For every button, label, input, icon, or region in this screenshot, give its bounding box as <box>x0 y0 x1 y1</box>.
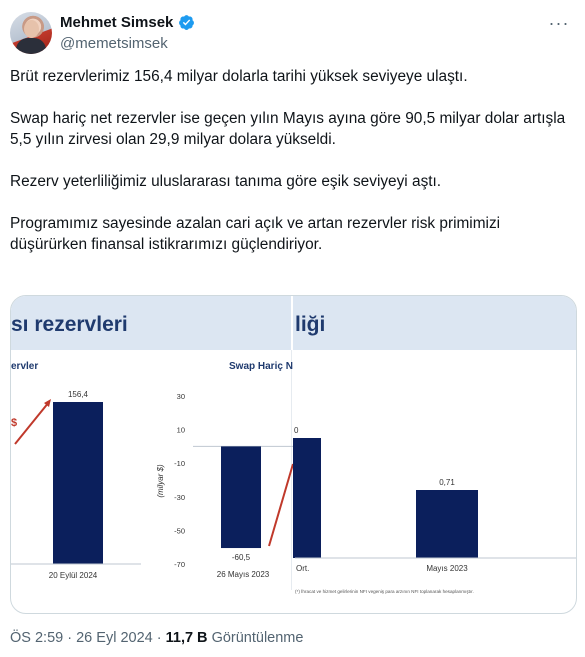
avatar-face <box>24 20 39 38</box>
chart2-trend-arrow <box>269 464 293 546</box>
chart2-title: Swap Hariç N <box>229 361 293 372</box>
chart2-bar <box>221 446 261 548</box>
chart1-category-label: 20 Eylül 2024 <box>48 571 98 580</box>
chart2-y-tick-label: -50 <box>174 526 185 536</box>
views-count: 11,7 B <box>165 630 208 646</box>
chart-footnote: (*) İhracat ve hizmet gelirlerinin NFI vegeniş para arzının NFI toplanarak hesaplanmıştır. <box>295 589 474 594</box>
banner-right-title: liği <box>295 313 326 336</box>
banner-divider <box>291 296 293 350</box>
name-line <box>60 14 195 31</box>
chart2-ylabel: (milyar $) <box>156 464 165 498</box>
tweet-text <box>10 66 575 276</box>
tweet-paragraph: Rezerv yeterliliğimiz uluslararası tanıma göre eşik seviyeyi aştı. <box>10 173 442 190</box>
banner-left-title: sı rezervleri <box>11 313 128 336</box>
tweet-paragraph: Brüt rezervlerimiz 156,4 milyar dolarla tarihi yüksek seviyeye ulaştı. <box>10 68 468 85</box>
avatar[interactable] <box>10 12 52 54</box>
chart1-bar <box>53 402 103 564</box>
chart1-title: ervler <box>11 361 39 372</box>
tweet-media-image[interactable] <box>10 295 577 614</box>
handle[interactable]: @memetsimsek <box>60 35 168 52</box>
tweet-date[interactable]: 26 Eyl 2024 <box>76 630 153 646</box>
tweet-paragraph: Swap hariç net rezervler ise geçen yılın Mayıs ayına göre 90,5 milyar dolar artışla 5,5 yılın zirvesi olan 29,9 milyar dolara yükseldi. <box>10 110 566 148</box>
chart1-side-label: $ <box>11 417 18 429</box>
chart3-value-label: 0,71 <box>439 478 455 487</box>
chart3-bar-mayis <box>416 490 478 558</box>
chart3-side-label: 0 <box>294 426 299 435</box>
chart2-y-tick-label: -10 <box>174 459 185 469</box>
more-options-icon[interactable]: ··· <box>548 13 570 33</box>
chart3-category-label: Ort. <box>296 564 310 573</box>
tweet-time[interactable]: ÖS 2:59 <box>10 630 64 646</box>
chart2-category-label: 26 Mayıs 2023 <box>216 570 270 579</box>
chart3-category-label: Mayıs 2023 <box>426 564 468 573</box>
footer-separator: · <box>67 630 73 646</box>
chart1-value-label: 156,4 <box>67 390 89 399</box>
chart2-y-tick-label: 30 <box>176 392 185 401</box>
footer-separator: · <box>156 630 162 646</box>
tweet-header <box>10 8 575 58</box>
verified-badge-icon <box>178 14 195 31</box>
chart3-bar-ort <box>293 438 321 558</box>
tweet-paragraph: Programımız sayesinde azalan cari açık ve artan rezervler risk primimizi düşürürken finansal istikrarımızı güçlendiriyor. <box>10 215 501 253</box>
chart2-value-label: -60,5 <box>231 553 251 563</box>
tweet-footer <box>10 630 303 646</box>
chart1-trend-arrow <box>15 402 49 444</box>
chart2-y-tick-label: 10 <box>176 425 185 435</box>
display-name[interactable]: Mehmet Simsek <box>60 14 174 31</box>
views-label: Görüntülenme <box>211 630 304 646</box>
chart2-y-tick-label: -30 <box>174 492 185 502</box>
avatar-suit <box>16 38 46 54</box>
chart2-y-tick-label: -70 <box>174 560 185 569</box>
chart-composite <box>11 296 576 613</box>
chart2-y-ticks <box>174 392 185 569</box>
